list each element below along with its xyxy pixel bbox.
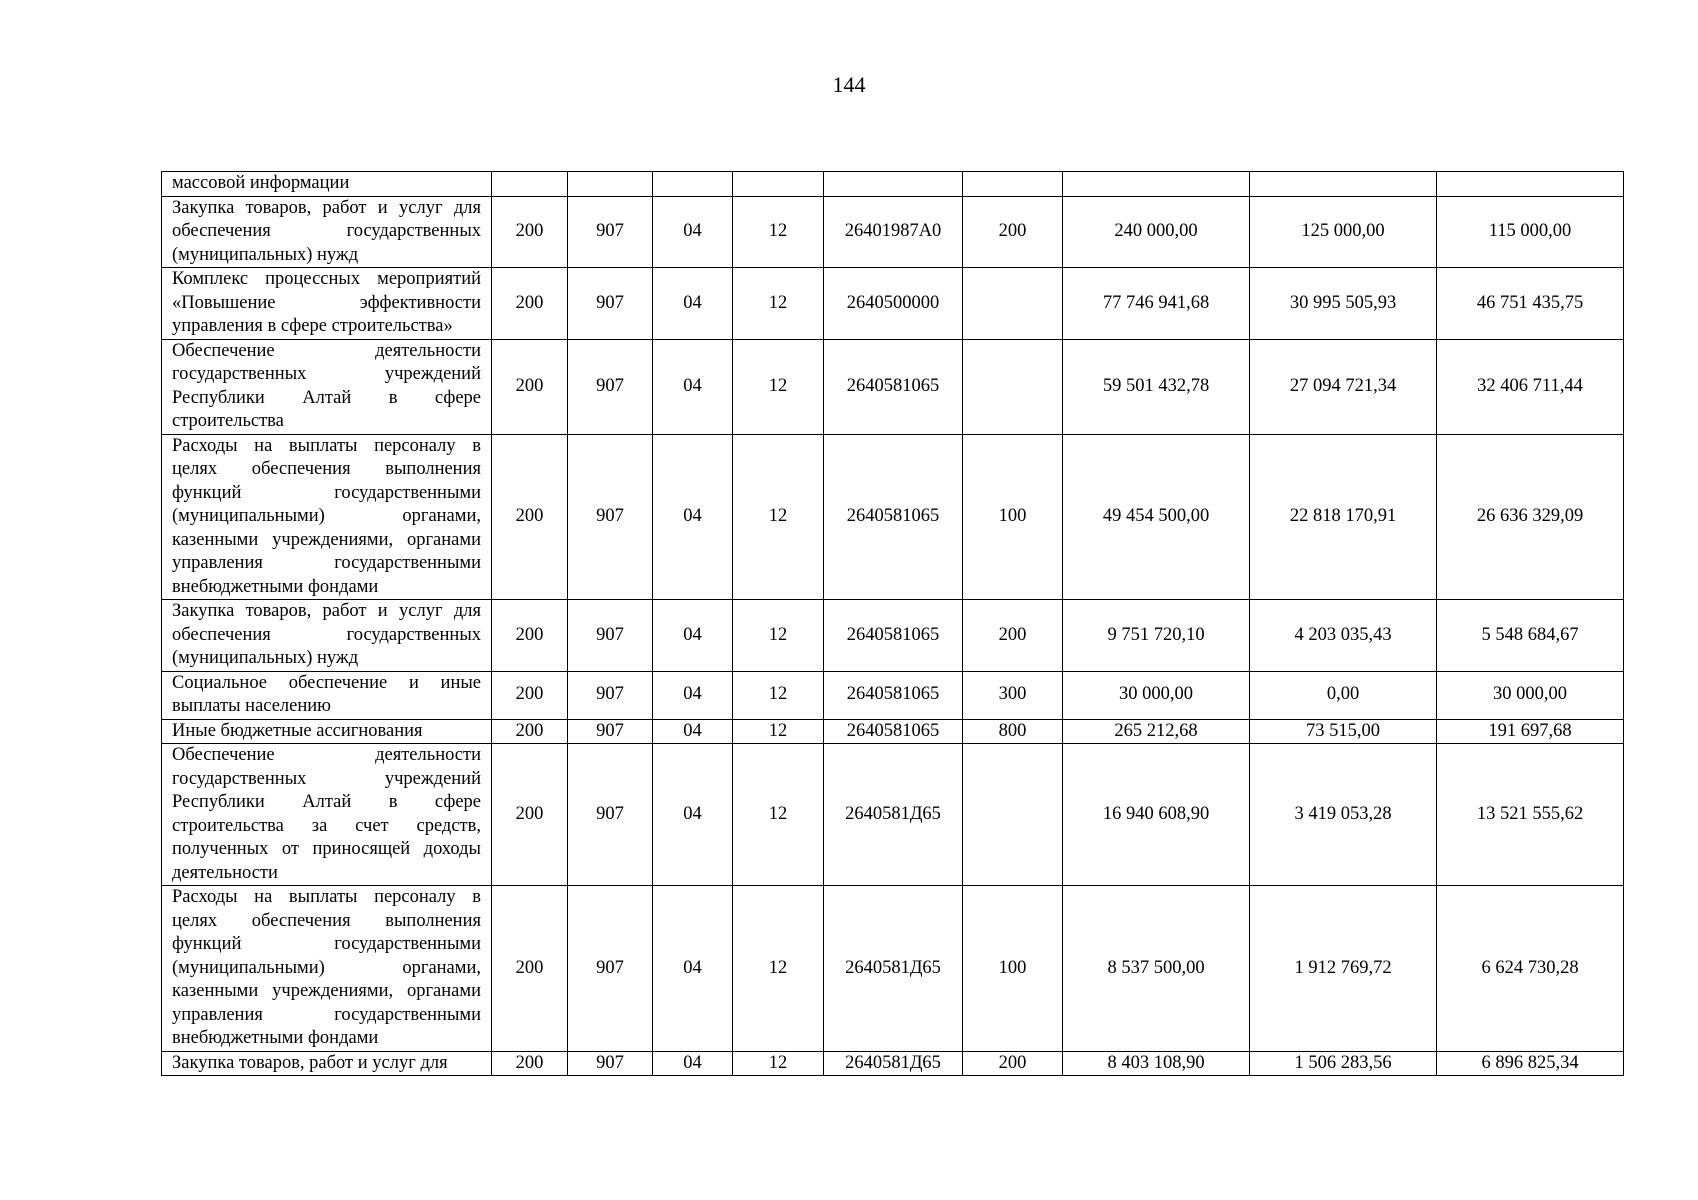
cell-col-sum-regional: 6 896 825,34 <box>1437 1051 1624 1076</box>
cell-col-gr: 200 <box>492 886 568 1052</box>
cell-col-section: 04 <box>653 434 733 600</box>
cell-col-sum-federal: 0,00 <box>1250 671 1437 719</box>
cell-col-sum-total: 16 940 608,90 <box>1063 744 1250 886</box>
cell-col-sum-federal: 1 506 283,56 <box>1250 1051 1437 1076</box>
cell-expense-name: Иные бюджетные ассигнования <box>162 719 492 744</box>
cell-col-ministry: 907 <box>568 268 653 340</box>
cell-col-sum-regional: 115 000,00 <box>1437 196 1624 268</box>
cell-col-expense-type: 200 <box>963 1051 1063 1076</box>
cell-col-target-article: 2640581065 <box>824 671 963 719</box>
cell-expense-name: Расходы на выплаты персоналу в целях обеспечения выполнения функций государственными (муниципальными) органами, казенными учреждениями, органами управления государственными внебюджетными фондами <box>162 434 492 600</box>
page-number: 144 <box>832 72 866 97</box>
cell-col-sum-total: 30 000,00 <box>1063 671 1250 719</box>
cell-col-section: 04 <box>653 600 733 672</box>
cell-col-sum-federal: 125 000,00 <box>1250 196 1437 268</box>
cell-col-subsection: 12 <box>733 744 824 886</box>
cell-col-gr: 200 <box>492 744 568 886</box>
cell-expense-name: Закупка товаров, работ и услуг для <box>162 1051 492 1076</box>
table-row <box>162 886 1624 1052</box>
cell-col-subsection: 12 <box>733 1051 824 1076</box>
cell-col-target-article: 2640500000 <box>824 268 963 340</box>
table-row <box>162 196 1624 268</box>
cell-col-sum-regional: 26 636 329,09 <box>1437 434 1624 600</box>
cell-expense-name: Обеспечение деятельности государственных учреждений Республики Алтай в сфере строительства <box>162 339 492 434</box>
cell-col-sum-regional <box>1437 172 1624 197</box>
cell-expense-name: Обеспечение деятельности государственных учреждений Республики Алтай в сфере строительства за счет средств, полученных от приносящей доходы деятельности <box>162 744 492 886</box>
table-row <box>162 268 1624 340</box>
cell-col-expense-type <box>963 268 1063 340</box>
cell-col-expense-type <box>963 744 1063 886</box>
cell-col-section: 04 <box>653 339 733 434</box>
cell-col-target-article: 2640581065 <box>824 719 963 744</box>
table-row <box>162 671 1624 719</box>
cell-col-expense-type <box>963 172 1063 197</box>
cell-col-sum-regional: 5 548 684,67 <box>1437 600 1624 672</box>
table-row <box>162 719 1624 744</box>
cell-col-target-article: 2640581Д65 <box>824 886 963 1052</box>
cell-col-subsection: 12 <box>733 886 824 1052</box>
cell-col-subsection <box>733 172 824 197</box>
cell-col-gr: 200 <box>492 600 568 672</box>
cell-col-ministry: 907 <box>568 671 653 719</box>
cell-expense-name: Комплекс процессных мероприятий «Повышение эффективности управления в сфере строительства» <box>162 268 492 340</box>
cell-col-sum-regional: 13 521 555,62 <box>1437 744 1624 886</box>
table-row <box>162 744 1624 886</box>
cell-col-sum-total: 265 212,68 <box>1063 719 1250 744</box>
cell-col-sum-total: 59 501 432,78 <box>1063 339 1250 434</box>
cell-col-section: 04 <box>653 744 733 886</box>
cell-col-sum-total: 49 454 500,00 <box>1063 434 1250 600</box>
cell-col-target-article: 2640581065 <box>824 434 963 600</box>
cell-col-sum-total: 8 403 108,90 <box>1063 1051 1250 1076</box>
cell-col-section: 04 <box>653 719 733 744</box>
cell-col-section <box>653 172 733 197</box>
table-row <box>162 339 1624 434</box>
cell-expense-name: массовой информации <box>162 172 492 197</box>
cell-col-ministry: 907 <box>568 434 653 600</box>
cell-col-sum-federal: 4 203 035,43 <box>1250 600 1437 672</box>
cell-col-ministry <box>568 172 653 197</box>
cell-col-expense-type: 300 <box>963 671 1063 719</box>
cell-col-sum-federal: 22 818 170,91 <box>1250 434 1437 600</box>
cell-col-target-article: 2640581065 <box>824 339 963 434</box>
cell-col-sum-total: 8 537 500,00 <box>1063 886 1250 1052</box>
cell-expense-name: Закупка товаров, работ и услуг для обеспечения государственных (муниципальных) нужд <box>162 196 492 268</box>
cell-col-gr: 200 <box>492 196 568 268</box>
cell-col-section: 04 <box>653 196 733 268</box>
table-row <box>162 1051 1624 1076</box>
table-row <box>162 600 1624 672</box>
cell-col-subsection: 12 <box>733 719 824 744</box>
cell-col-expense-type: 200 <box>963 600 1063 672</box>
cell-col-sum-federal <box>1250 172 1437 197</box>
cell-col-gr <box>492 172 568 197</box>
cell-col-gr: 200 <box>492 339 568 434</box>
cell-col-sum-federal: 27 094 721,34 <box>1250 339 1437 434</box>
cell-col-sum-total <box>1063 172 1250 197</box>
cell-col-expense-type <box>963 339 1063 434</box>
cell-col-ministry: 907 <box>568 886 653 1052</box>
cell-col-target-article: 26401987А0 <box>824 196 963 268</box>
cell-col-sum-regional: 6 624 730,28 <box>1437 886 1624 1052</box>
cell-col-gr: 200 <box>492 434 568 600</box>
cell-expense-name: Расходы на выплаты персоналу в целях обеспечения выполнения функций государственными (муниципальными) органами, казенными учреждениями, органами управления государственными внебюджетными фондами <box>162 886 492 1052</box>
cell-col-section: 04 <box>653 886 733 1052</box>
cell-col-sum-regional: 32 406 711,44 <box>1437 339 1624 434</box>
cell-col-sum-total: 77 746 941,68 <box>1063 268 1250 340</box>
cell-col-subsection: 12 <box>733 600 824 672</box>
cell-col-gr: 200 <box>492 719 568 744</box>
cell-col-gr: 200 <box>492 1051 568 1076</box>
cell-col-target-article: 2640581Д65 <box>824 1051 963 1076</box>
cell-col-sum-federal: 73 515,00 <box>1250 719 1437 744</box>
cell-col-ministry: 907 <box>568 600 653 672</box>
cell-col-target-article: 2640581Д65 <box>824 744 963 886</box>
cell-col-ministry: 907 <box>568 339 653 434</box>
cell-col-ministry: 907 <box>568 744 653 886</box>
cell-col-section: 04 <box>653 268 733 340</box>
table-row <box>162 172 1624 197</box>
cell-col-subsection: 12 <box>733 196 824 268</box>
cell-col-section: 04 <box>653 1051 733 1076</box>
cell-col-subsection: 12 <box>733 339 824 434</box>
cell-col-sum-regional: 191 697,68 <box>1437 719 1624 744</box>
cell-col-sum-federal: 1 912 769,72 <box>1250 886 1437 1052</box>
cell-col-target-article: 2640581065 <box>824 600 963 672</box>
cell-col-expense-type: 800 <box>963 719 1063 744</box>
cell-col-sum-regional: 46 751 435,75 <box>1437 268 1624 340</box>
cell-col-ministry: 907 <box>568 719 653 744</box>
cell-col-ministry: 907 <box>568 196 653 268</box>
cell-col-expense-type: 100 <box>963 886 1063 1052</box>
cell-col-sum-federal: 3 419 053,28 <box>1250 744 1437 886</box>
cell-col-sum-regional: 30 000,00 <box>1437 671 1624 719</box>
cell-col-subsection: 12 <box>733 268 824 340</box>
cell-col-expense-type: 100 <box>963 434 1063 600</box>
cell-col-section: 04 <box>653 671 733 719</box>
cell-col-ministry: 907 <box>568 1051 653 1076</box>
cell-col-sum-total: 240 000,00 <box>1063 196 1250 268</box>
cell-expense-name: Социальное обеспечение и иные выплаты населению <box>162 671 492 719</box>
cell-col-gr: 200 <box>492 671 568 719</box>
table-row <box>162 434 1624 600</box>
cell-col-target-article <box>824 172 963 197</box>
cell-col-subsection: 12 <box>733 671 824 719</box>
cell-col-sum-federal: 30 995 505,93 <box>1250 268 1437 340</box>
cell-col-subsection: 12 <box>733 434 824 600</box>
cell-expense-name: Закупка товаров, работ и услуг для обеспечения государственных (муниципальных) нужд <box>162 600 492 672</box>
cell-col-gr: 200 <box>492 268 568 340</box>
budget-table <box>161 171 1624 1076</box>
cell-col-sum-total: 9 751 720,10 <box>1063 600 1250 672</box>
cell-col-expense-type: 200 <box>963 196 1063 268</box>
